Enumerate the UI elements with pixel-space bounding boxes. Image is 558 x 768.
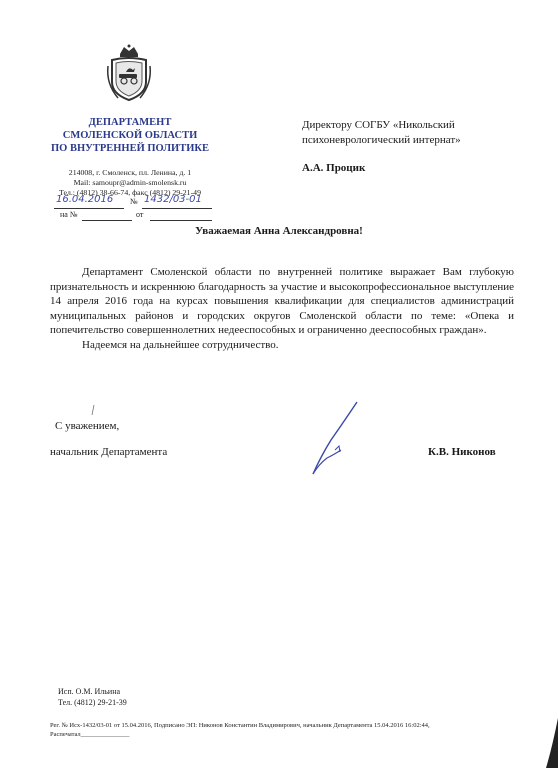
closing: С уважением, — [55, 420, 120, 432]
na-underline — [82, 210, 132, 221]
signer-name: К.В. Никонов — [428, 446, 496, 458]
executor-phone: Тел. (4812) 29-21-39 — [58, 698, 127, 707]
mail-line: Mail: samoupr@admin-smolensk.ru — [73, 178, 187, 187]
pen-tick-mark — [90, 404, 96, 416]
ot-label: от — [136, 210, 144, 219]
body-paragraph-1: Департамент Смоленской области по внутренней политике выражает Вам глубокую признательность и искреннюю благодарность за участие и высокопрофессиональное выступление 14 апреля 2016 года на курсах повышения квалификации для специалистов администраций муниципальных районов и городских округов Смоленской области по теме: «Опека и попечительство совершеннолетних недееспособных и ограниченно дееспособных граждан». — [50, 266, 514, 337]
recipient-line-1: Директору СОГБУ «Никольский — [302, 119, 455, 131]
recipient-line-2: психоневрологический интернат» — [302, 134, 461, 146]
registration-line — [46, 196, 226, 222]
department-title — [50, 116, 210, 155]
handwritten-number: 1432/03-01 — [144, 194, 202, 205]
dept-line-3: ПО ВНУТРЕННЕЙ ПОЛИТИКЕ — [51, 143, 209, 154]
na-label: на № — [60, 210, 78, 219]
ot-underline — [150, 210, 212, 221]
footer-line-1: Рег. № Исх-1432/03-01 от 15.04.2016, Подписано ЭП: Никонов Константин Владимирович, начальник Департамента 15.04.2016 16:02:44, — [50, 722, 430, 729]
footer-line-2: Распечатал_______________ — [50, 731, 130, 738]
recipient-name: А.А. Процик — [302, 162, 366, 174]
salutation: Уважаемая Анна Александровна! — [195, 225, 363, 237]
dept-line-2: СМОЛЕНСКОЙ ОБЛАСТИ — [62, 130, 198, 141]
handwritten-date: 16.04.2016 — [56, 194, 114, 205]
body-paragraph-2: Надеемся на дальнейшее сотрудничество. — [82, 338, 279, 351]
signature-icon — [305, 400, 365, 478]
address-line: 214008, г. Смоленск, пл. Ленина, д. 1 — [68, 168, 192, 177]
executor-block — [58, 686, 127, 708]
coat-of-arms-icon — [104, 44, 154, 102]
recipient-block — [302, 118, 532, 148]
scan-corner-artifact — [538, 718, 558, 768]
executor-name: Исп. О.М. Ильина — [58, 687, 121, 696]
dept-line-1: ДЕПАРТАМЕНТ — [88, 117, 172, 128]
phone-line: Тел.: (4812) 38-66-74, факс (4812) 29-21-49 — [59, 188, 201, 197]
signer-position: начальник Департамента — [50, 446, 168, 458]
number-label: № — [130, 197, 138, 206]
letter-body — [50, 265, 514, 353]
electronic-signature-footer — [50, 721, 530, 739]
